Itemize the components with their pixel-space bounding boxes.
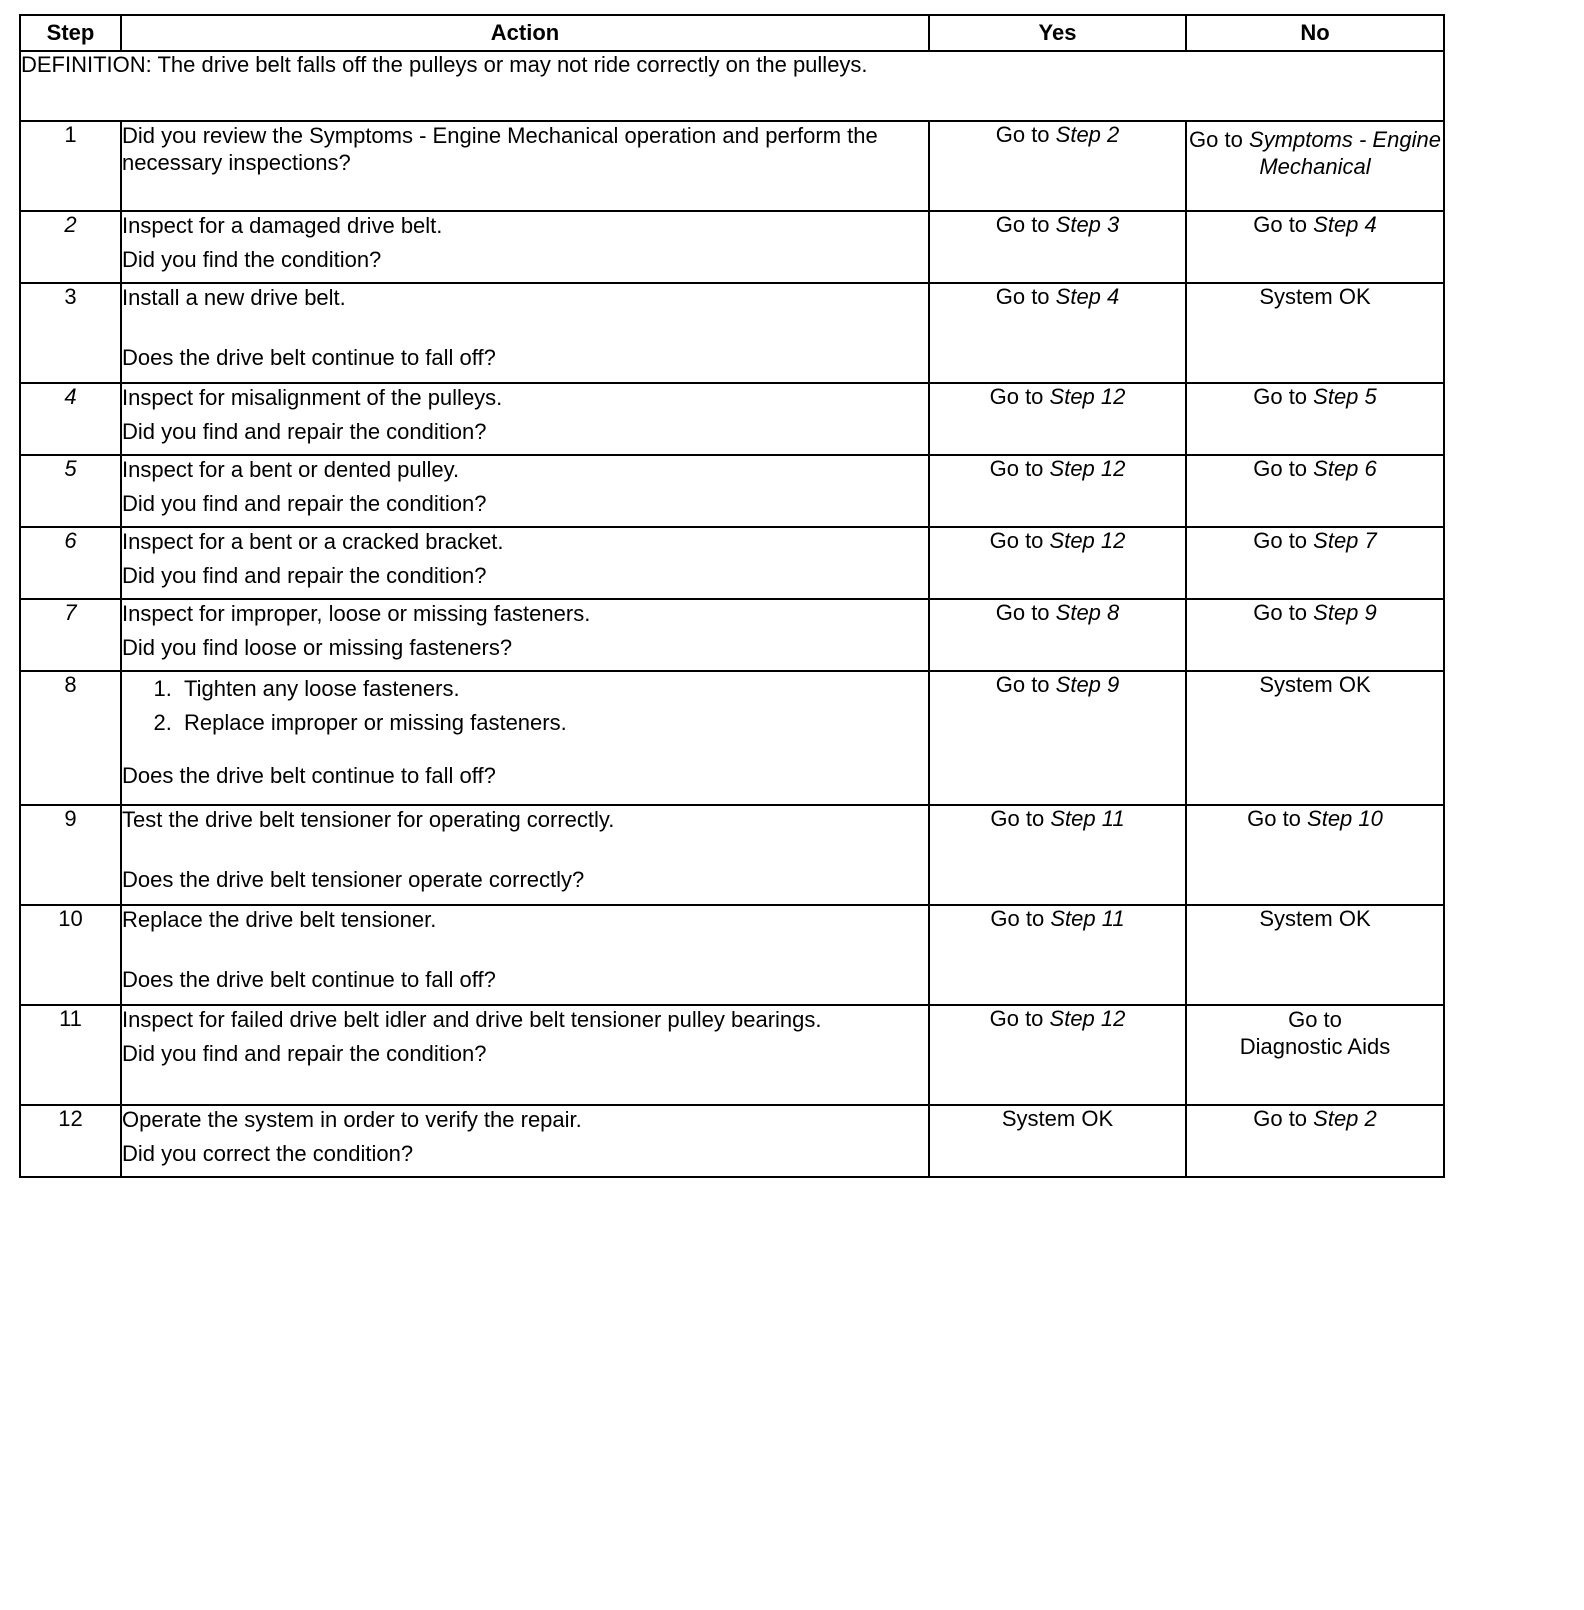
table-row [20, 455, 1444, 527]
yes-prefix: Go to [995, 600, 1056, 625]
instruction-text: Inspect for a bent or dented pulley. [122, 457, 460, 482]
yes-step-ref: Step 2 [1055, 122, 1120, 147]
yes-text: System OK [1001, 1106, 1114, 1131]
no-cell [1186, 211, 1444, 283]
question-text: Does the drive belt continue to fall off? [122, 967, 496, 992]
question-text: Did you find loose or missing fasteners? [122, 635, 513, 660]
list-item: 2. Replace improper or missing fasteners. [178, 706, 928, 740]
table-row [20, 671, 1444, 805]
table-row [20, 599, 1444, 671]
yes-step-ref: Step 4 [1055, 284, 1120, 309]
instruction-text: Inspect for failed drive belt idler and drive belt tensioner pulley bearings. [122, 1007, 822, 1032]
no-step-ref: Step 7 [1313, 528, 1377, 553]
no-step-ref: Step 2 [1313, 1106, 1377, 1131]
step-number: 11 [20, 1005, 121, 1105]
no-prefix: Go to [1253, 212, 1314, 237]
question-text: Did you find and repair the condition? [122, 419, 487, 444]
step-number: 12 [20, 1105, 121, 1177]
question-text: Did you find and repair the condition? [122, 563, 487, 588]
table-row [20, 527, 1444, 599]
step-number: 8 [20, 671, 121, 805]
no-step-ref: Step 9 [1313, 600, 1377, 625]
yes-prefix: Go to [995, 284, 1056, 309]
action-cell [121, 905, 929, 1005]
header-row [20, 15, 1444, 51]
step-number: 9 [20, 805, 121, 905]
question-text: Does the drive belt continue to fall off? [122, 763, 496, 788]
yes-cell [929, 527, 1186, 599]
step-number: 7 [20, 599, 121, 671]
yes-cell [929, 383, 1186, 455]
no-cell [1186, 1005, 1444, 1105]
no-cell [1186, 527, 1444, 599]
no-text: System OK [1259, 672, 1371, 697]
action-cell [121, 455, 929, 527]
no-cell [1186, 121, 1444, 211]
definition-text: DEFINITION: The drive belt falls off the pulleys or may not ride correctly on the pulleys. [20, 51, 1444, 121]
yes-prefix: Go to [990, 906, 1051, 931]
question-text: Did you correct the condition? [122, 1141, 414, 1166]
yes-prefix: Go to [989, 528, 1050, 553]
question-text: Did you find and repair the condition? [122, 1041, 487, 1066]
no-prefix: Go to [1247, 806, 1308, 831]
table-row [20, 283, 1444, 383]
action-cell [121, 671, 929, 805]
no-step-ref: Step 10 [1307, 806, 1383, 831]
definition-row [20, 51, 1444, 121]
action-cell [121, 121, 929, 211]
action-cell [121, 283, 929, 383]
step-number: 5 [20, 455, 121, 527]
header-yes: Yes [929, 15, 1186, 51]
question-text: Does the drive belt tensioner operate correctly? [122, 867, 585, 892]
yes-step-ref: Step 11 [1050, 906, 1125, 931]
yes-prefix: Go to [989, 456, 1050, 481]
no-cell [1186, 905, 1444, 1005]
yes-cell [929, 1105, 1186, 1177]
instruction-text: Test the drive belt tensioner for operating correctly. [122, 807, 615, 832]
yes-prefix: Go to [995, 122, 1056, 147]
yes-cell [929, 599, 1186, 671]
yes-cell [929, 211, 1186, 283]
table-row [20, 211, 1444, 283]
yes-cell [929, 805, 1186, 905]
yes-cell [929, 283, 1186, 383]
no-cell [1186, 599, 1444, 671]
step-number: 3 [20, 283, 121, 383]
step-number: 2 [20, 211, 121, 283]
no-prefix: Go to [1253, 1106, 1314, 1131]
no-prefix: Go to [1253, 456, 1314, 481]
yes-prefix: Go to [989, 384, 1050, 409]
question-text: Did you find and repair the condition? [122, 491, 487, 516]
diagnostic-table [19, 14, 1445, 1178]
numbered-list [122, 672, 928, 740]
yes-prefix: Go to [995, 212, 1056, 237]
step-number: 4 [20, 383, 121, 455]
no-cell [1186, 1105, 1444, 1177]
no-text-line-1: Go to [1288, 1007, 1342, 1032]
question-text: Did you review the Symptoms - Engine Mechanical operation and perform the necessary inspections? [122, 123, 878, 175]
action-cell [121, 527, 929, 599]
question-text: Did you find the condition? [122, 247, 382, 272]
instruction-text: Operate the system in order to verify the repair. [122, 1107, 582, 1132]
yes-step-ref: Step 9 [1055, 672, 1120, 697]
no-cell [1186, 455, 1444, 527]
no-text-line-2: Diagnostic Aids [1239, 1034, 1391, 1059]
step-number: 1 [20, 121, 121, 211]
header-step: Step [20, 15, 121, 51]
yes-step-ref: Step 12 [1049, 1006, 1126, 1031]
action-cell [121, 805, 929, 905]
yes-step-ref: Step 3 [1055, 212, 1120, 237]
no-cell [1186, 283, 1444, 383]
yes-prefix: Go to [989, 1006, 1050, 1031]
table-row [20, 1105, 1444, 1177]
header-no: No [1186, 15, 1444, 51]
action-cell [121, 1005, 929, 1105]
step-number: 10 [20, 905, 121, 1005]
action-cell [121, 599, 929, 671]
no-prefix: Go to [1253, 384, 1314, 409]
no-step-ref: Step 5 [1313, 384, 1377, 409]
no-text: System OK [1259, 906, 1371, 931]
table-row [20, 905, 1444, 1005]
yes-cell [929, 905, 1186, 1005]
step-number: 6 [20, 527, 121, 599]
instruction-text: Inspect for a bent or a cracked bracket. [122, 529, 504, 554]
instruction-text: Install a new drive belt. [122, 285, 346, 310]
yes-cell [929, 455, 1186, 527]
header-action: Action [121, 15, 929, 51]
yes-step-ref: Step 8 [1055, 600, 1120, 625]
yes-prefix: Go to [995, 672, 1056, 697]
action-cell [121, 211, 929, 283]
action-cell [121, 383, 929, 455]
action-cell [121, 1105, 929, 1177]
yes-step-ref: Step 12 [1049, 384, 1126, 409]
instruction-text: Inspect for improper, loose or missing fasteners. [122, 601, 591, 626]
list-item: 1. Tighten any loose fasteners. [178, 672, 928, 706]
table-row [20, 383, 1444, 455]
yes-cell [929, 671, 1186, 805]
no-step-ref: Symptoms - Engine Mechanical [1248, 127, 1441, 179]
no-cell [1186, 671, 1444, 805]
no-text: System OK [1259, 284, 1371, 309]
no-step-ref: Step 4 [1313, 212, 1377, 237]
no-cell [1186, 805, 1444, 905]
yes-step-ref: Step 11 [1050, 806, 1125, 831]
question-text: Does the drive belt continue to fall off? [122, 345, 496, 370]
table-row [20, 121, 1444, 211]
table-row [20, 1005, 1444, 1105]
yes-cell [929, 121, 1186, 211]
yes-step-ref: Step 12 [1049, 528, 1126, 553]
no-prefix: Go to [1189, 127, 1249, 152]
yes-prefix: Go to [990, 806, 1051, 831]
instruction-text: Inspect for misalignment of the pulleys. [122, 385, 503, 410]
no-prefix: Go to [1253, 528, 1314, 553]
yes-cell [929, 1005, 1186, 1105]
no-cell [1186, 383, 1444, 455]
instruction-text: Replace the drive belt tensioner. [122, 907, 437, 932]
no-step-ref: Step 6 [1313, 456, 1377, 481]
table-row [20, 805, 1444, 905]
yes-step-ref: Step 12 [1049, 456, 1126, 481]
instruction-text: Inspect for a damaged drive belt. [122, 213, 443, 238]
no-prefix: Go to [1253, 600, 1314, 625]
